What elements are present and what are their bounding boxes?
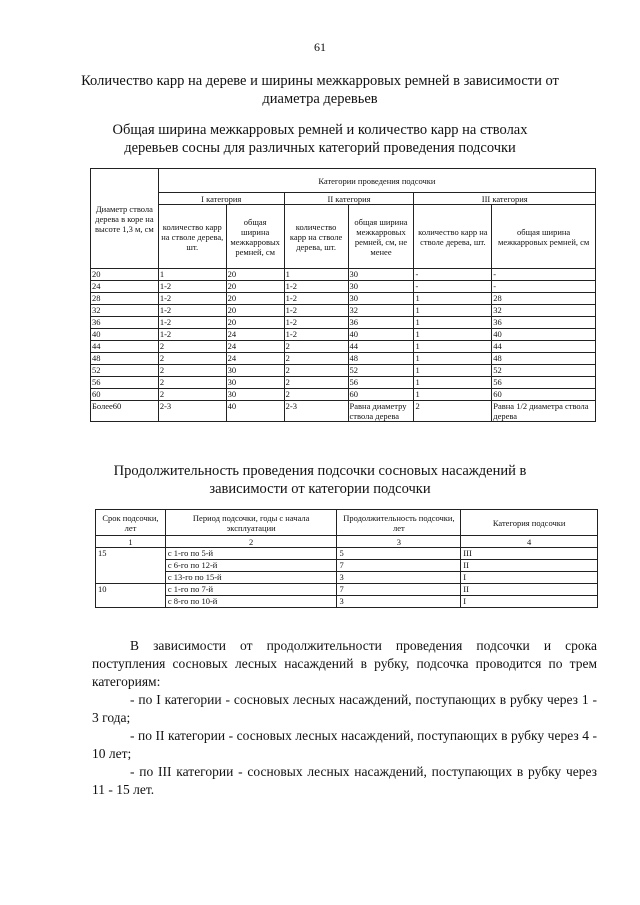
table-cell: 2 bbox=[158, 341, 226, 353]
table-cell: 1-2 bbox=[158, 317, 226, 329]
table-cell: 30 bbox=[348, 281, 414, 293]
table-cell: 24 bbox=[226, 341, 284, 353]
table-row bbox=[96, 584, 598, 596]
table-cell: 2 bbox=[158, 365, 226, 377]
table-cell: 1 bbox=[414, 341, 492, 353]
table-row bbox=[96, 548, 598, 560]
table-cell: 1 bbox=[414, 353, 492, 365]
header-period: Период подсочки, годы с начала эксплуатации bbox=[165, 510, 337, 536]
table-cell: 2 bbox=[284, 365, 348, 377]
document-title: Количество карр на дереве и ширины межкарровых ремней в зависимости от диаметра деревьев bbox=[81, 73, 559, 107]
header-duration: Продолжительность подсочки, лет bbox=[337, 510, 461, 536]
table-cell: 56 bbox=[91, 377, 159, 389]
table-cell: 24 bbox=[226, 353, 284, 365]
table-cell: 28 bbox=[492, 293, 596, 305]
header-width-cat3: общая ширина межкарровых ремней, см bbox=[492, 205, 596, 269]
table-cell: 7 bbox=[337, 584, 461, 596]
header-cat3: III категория bbox=[414, 193, 596, 205]
table2-caption: Продолжительность проведения подсочки сосновых насаждений в зависимости от категории подсочки bbox=[113, 463, 527, 497]
table-cell: 30 bbox=[226, 365, 284, 377]
table1-caption: Общая ширина межкарровых ремней и количество карр на стволах деревьев сосны для различных категорий проведения подсочки bbox=[112, 122, 528, 156]
table-cell: 60 bbox=[348, 389, 414, 401]
table-row bbox=[91, 305, 596, 317]
table-cell: 40 bbox=[492, 329, 596, 341]
table-cell: 52 bbox=[91, 365, 159, 377]
table-cell: - bbox=[414, 269, 492, 281]
header-cat1: I категория bbox=[158, 193, 284, 205]
table-cell: 2 bbox=[158, 353, 226, 365]
table-cell: 1-2 bbox=[284, 305, 348, 317]
table-row bbox=[91, 365, 596, 377]
table-cell: 20 bbox=[91, 269, 159, 281]
table-cell: 40 bbox=[348, 329, 414, 341]
table-cell: I bbox=[461, 572, 598, 584]
table-cell: 32 bbox=[492, 305, 596, 317]
table-cell: - bbox=[414, 281, 492, 293]
body-text bbox=[92, 637, 597, 799]
table-cell: 1 bbox=[414, 365, 492, 377]
table-cell: 1-2 bbox=[284, 317, 348, 329]
table-cell: 44 bbox=[348, 341, 414, 353]
table-cell: 52 bbox=[348, 365, 414, 377]
table1-body bbox=[91, 269, 596, 422]
table-cell: 36 bbox=[492, 317, 596, 329]
header-num-4: 4 bbox=[461, 536, 598, 548]
table-cell: 2 bbox=[158, 377, 226, 389]
table-cell: Равна диаметру ствола дерева bbox=[348, 401, 414, 422]
table-cell: 2 bbox=[284, 341, 348, 353]
table-cell: 40 bbox=[91, 329, 159, 341]
table-cell: 20 bbox=[226, 269, 284, 281]
table-cell: 30 bbox=[226, 377, 284, 389]
table-cell: 7 bbox=[337, 560, 461, 572]
table-cell: 2 bbox=[158, 389, 226, 401]
table-cell: 32 bbox=[91, 305, 159, 317]
table-cell: 1 bbox=[414, 389, 492, 401]
term-cell: 10 bbox=[96, 584, 166, 608]
table-cell: 5 bbox=[337, 548, 461, 560]
term-cell: 15 bbox=[96, 548, 166, 584]
header-width-cat2: общая ширина межкарровых ремней, см, не менее bbox=[348, 205, 414, 269]
table-cell: II bbox=[461, 584, 598, 596]
header-category: Категория подсочки bbox=[461, 510, 598, 536]
table-cell: - bbox=[492, 269, 596, 281]
table-cell: 2 bbox=[284, 377, 348, 389]
table-row bbox=[91, 389, 596, 401]
table-cell: 48 bbox=[348, 353, 414, 365]
header-categories: Категории проведения подсочки bbox=[158, 169, 595, 193]
table-cell: - bbox=[492, 281, 596, 293]
page-number: 61 bbox=[314, 40, 326, 54]
table-cell: 24 bbox=[226, 329, 284, 341]
table-cell: 1-2 bbox=[158, 305, 226, 317]
table-cell: 1-2 bbox=[158, 293, 226, 305]
table-cell: 3 bbox=[337, 596, 461, 608]
table-row bbox=[96, 560, 598, 572]
table-row bbox=[91, 341, 596, 353]
table-cell: 1-2 bbox=[284, 281, 348, 293]
table-cell: 1-2 bbox=[158, 329, 226, 341]
header-num-2: 2 bbox=[165, 536, 337, 548]
table-cell: 1 bbox=[158, 269, 226, 281]
table-cell: 20 bbox=[226, 293, 284, 305]
table-cell: 48 bbox=[492, 353, 596, 365]
table-cell: 56 bbox=[348, 377, 414, 389]
table-cell: 1 bbox=[414, 377, 492, 389]
table-cell: 60 bbox=[91, 389, 159, 401]
table-cell: Равна 1/2 диаметра ствола дерева bbox=[492, 401, 596, 422]
table-cell: 24 bbox=[91, 281, 159, 293]
table-cell: 60 bbox=[492, 389, 596, 401]
header-count-cat1: количество карр на стволе дерева, шт. bbox=[158, 205, 226, 269]
table-row bbox=[91, 293, 596, 305]
table-row bbox=[91, 353, 596, 365]
table-cell: 52 bbox=[492, 365, 596, 377]
table-row bbox=[91, 269, 596, 281]
table-cell: 1-2 bbox=[158, 281, 226, 293]
table-row bbox=[96, 596, 598, 608]
table-cell: 20 bbox=[226, 281, 284, 293]
table-cell: 3 bbox=[337, 572, 461, 584]
table-tapping-duration bbox=[95, 509, 598, 608]
header-count-cat3: количество карр на стволе дерева, шт. bbox=[414, 205, 492, 269]
table-cell: 1-2 bbox=[284, 293, 348, 305]
table-row bbox=[91, 281, 596, 293]
table2-body bbox=[96, 548, 598, 608]
table-cell: 20 bbox=[226, 305, 284, 317]
table-cell: 30 bbox=[348, 293, 414, 305]
table-cell: 1 bbox=[284, 269, 348, 281]
table-cell: 20 bbox=[226, 317, 284, 329]
table-cell: 1 bbox=[414, 305, 492, 317]
table-cell: 44 bbox=[492, 341, 596, 353]
table-cell: 2 bbox=[284, 353, 348, 365]
table-cell: II bbox=[461, 560, 598, 572]
table-cell: с 1-го по 5-й bbox=[165, 548, 337, 560]
table-row bbox=[91, 317, 596, 329]
table-cell: 28 bbox=[91, 293, 159, 305]
table-cell: I bbox=[461, 596, 598, 608]
table-cell: III bbox=[461, 548, 598, 560]
table-cell: 36 bbox=[348, 317, 414, 329]
table-cell: 40 bbox=[226, 401, 284, 422]
header-term: Срок подсочки, лет bbox=[96, 510, 166, 536]
table-cell: Более60 bbox=[91, 401, 159, 422]
header-num-3: 3 bbox=[337, 536, 461, 548]
header-count-cat2: количество карр на стволе дерева, шт. bbox=[284, 205, 348, 269]
header-diameter: Диаметр ствола дерева в коре на высоте 1,3 м, см bbox=[91, 169, 159, 269]
paragraph-intro: В зависимости от продолжительности проведения подсочки и срока поступления сосновых лесных насаждений в рубку, подсочка проводится по трем категориям: bbox=[92, 638, 597, 689]
paragraph-cat3: - по III категории - сосновых лесных насаждений, поступающих в рубку через 11 - 15 лет. bbox=[92, 764, 597, 797]
table-cell: 30 bbox=[348, 269, 414, 281]
table-cell: 30 bbox=[226, 389, 284, 401]
header-num-1: 1 bbox=[96, 536, 166, 548]
paragraph-cat1: - по I категории - сосновых лесных насаждений, поступающих в рубку через 1 - 3 года; bbox=[92, 692, 597, 725]
table-row bbox=[96, 572, 598, 584]
table-cell: с 1-го по 7-й bbox=[165, 584, 337, 596]
table-resin-tapping-by-diameter bbox=[90, 168, 596, 422]
table-cell: 2 bbox=[284, 389, 348, 401]
table-cell: 1-2 bbox=[284, 329, 348, 341]
table-cell: 36 bbox=[91, 317, 159, 329]
table-cell: 2-3 bbox=[158, 401, 226, 422]
table-row bbox=[91, 329, 596, 341]
table-cell: 56 bbox=[492, 377, 596, 389]
table-cell: 44 bbox=[91, 341, 159, 353]
table-cell: с 8-го по 10-й bbox=[165, 596, 337, 608]
header-cat2: II категория bbox=[284, 193, 414, 205]
table-row bbox=[91, 377, 596, 389]
table-cell: с 13-го по 15-й bbox=[165, 572, 337, 584]
paragraph-cat2: - по II категории - сосновых лесных насаждений, поступающих в рубку через 4 - 10 лет; bbox=[92, 728, 597, 761]
table-cell: 32 bbox=[348, 305, 414, 317]
header-width-cat1: общая ширина межкарровых ремней, см bbox=[226, 205, 284, 269]
table-cell: 1 bbox=[414, 329, 492, 341]
table-cell: с 6-го по 12-й bbox=[165, 560, 337, 572]
table-row bbox=[91, 401, 596, 422]
table-cell: 2 bbox=[414, 401, 492, 422]
table-cell: 1 bbox=[414, 317, 492, 329]
table-cell: 48 bbox=[91, 353, 159, 365]
table-cell: 2-3 bbox=[284, 401, 348, 422]
table-cell: 1 bbox=[414, 293, 492, 305]
